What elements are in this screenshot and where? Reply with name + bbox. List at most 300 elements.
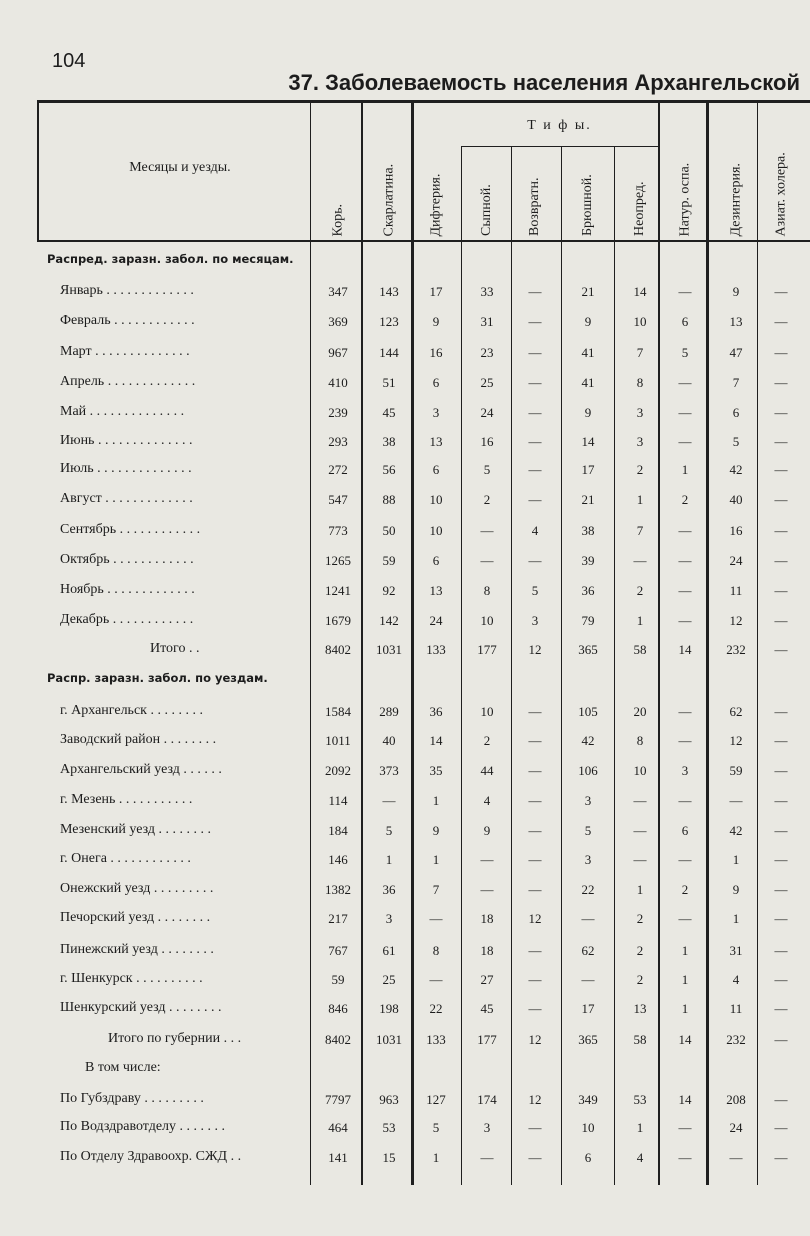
table-cell: — (528, 345, 542, 360)
table-cell: 1 (432, 793, 440, 808)
uezd-row-label: г. Мезень . . . . . . . . . . . (60, 792, 193, 807)
table-cell: — (633, 553, 647, 568)
table-cell: — (678, 852, 692, 867)
col-header-typhus-sypnoi: Сыпной. (479, 184, 494, 236)
table-cell: 10 (429, 523, 443, 538)
table-cell: 14 (678, 1032, 692, 1047)
table-cell: 9 (584, 405, 592, 420)
table-cell: 2 (681, 882, 689, 897)
table-cell: 846 (328, 1001, 348, 1016)
total-gubernia-label: Итого по губернии . . . (108, 1031, 242, 1046)
table-cell: 1584 (325, 704, 351, 719)
table-cell: — (678, 704, 692, 719)
table-cell: 1 (636, 1120, 644, 1135)
table-cell: — (528, 972, 542, 987)
table-cell: — (581, 972, 595, 987)
table-cell: 9 (432, 823, 440, 838)
table-cell: 15 (382, 1150, 396, 1165)
table-cell: 3 (584, 793, 592, 808)
table-cell: — (774, 553, 788, 568)
table-cell: 7 (636, 523, 644, 538)
month-row-label: Декабрь . . . . . . . . . . . . (60, 612, 194, 627)
including-heading: В том числе: (85, 1060, 161, 1075)
table-cell: — (774, 613, 788, 628)
table-cell: — (774, 523, 788, 538)
table-cell: 9 (483, 823, 491, 838)
table-cell: 6 (432, 462, 440, 477)
table-cell: 12 (729, 733, 743, 748)
table-cell: 42 (729, 462, 743, 477)
section-heading-months: Распред. заразн. забол. по месяцам. (47, 252, 294, 266)
table-cell: 8 (636, 733, 644, 748)
table-cell: — (774, 793, 788, 808)
table-cell: — (678, 284, 692, 299)
table-cell: — (528, 462, 542, 477)
table-cell: — (528, 763, 542, 778)
uezd-row-label: г. Шенкурск . . . . . . . . . . (60, 971, 203, 986)
table-cell: 59 (331, 972, 345, 987)
table-cell: — (678, 613, 692, 628)
table-cell: 51 (382, 375, 396, 390)
table-cell: 17 (581, 462, 595, 477)
col-header-scarlatina: Скарлатина. (381, 163, 396, 236)
table-cell: 1382 (325, 882, 351, 897)
table-cell: 9 (732, 882, 740, 897)
table-cell: 184 (328, 823, 348, 838)
table-cell: — (774, 911, 788, 926)
table-cell: 24 (429, 613, 443, 628)
table-cell: 12 (528, 1092, 542, 1107)
table-cell: — (528, 434, 542, 449)
table-cell: — (382, 793, 396, 808)
uezd-row-label: Заводский район . . . . . . . . (60, 732, 217, 747)
month-row-label: Февраль . . . . . . . . . . . . (60, 313, 195, 328)
table-cell: 13 (429, 583, 443, 598)
table-cell: 50 (382, 523, 396, 538)
table-cell: 1 (432, 1150, 440, 1165)
table-cell: — (774, 1001, 788, 1016)
table-cell: 6 (432, 553, 440, 568)
total-months-label: Итого . . (150, 641, 200, 656)
table-cell: — (678, 553, 692, 568)
table-cell: 8402 (325, 1032, 351, 1047)
table-cell: 13 (633, 1001, 647, 1016)
table-cell: — (678, 405, 692, 420)
table-cell: 16 (480, 434, 494, 449)
table-cell: 18 (480, 943, 494, 958)
table-cell: 13 (429, 434, 443, 449)
table-cell: 10 (633, 763, 647, 778)
table-cell: 289 (379, 704, 399, 719)
table-cell: 31 (729, 943, 743, 958)
uezd-row-label: Шенкурский уезд . . . . . . . . (60, 1000, 222, 1015)
table-cell: 177 (477, 642, 497, 657)
table-cell: 9 (732, 284, 740, 299)
table-cell: 1265 (325, 553, 351, 568)
table-cell: 5 (483, 462, 491, 477)
table-cell: 967 (328, 345, 348, 360)
table-cell: 3 (531, 613, 539, 628)
table-cell: 4 (531, 523, 539, 538)
table-cell: 42 (581, 733, 595, 748)
table-cell: — (774, 284, 788, 299)
table-cell: 3 (636, 405, 644, 420)
table-cell: 17 (581, 1001, 595, 1016)
table-cell: — (774, 1032, 788, 1047)
table-cell: 40 (729, 492, 743, 507)
table-cell: — (678, 1120, 692, 1135)
table-cell: 4 (636, 1150, 644, 1165)
table-cell: 22 (429, 1001, 443, 1016)
table-cell: 6 (681, 314, 689, 329)
table-cell: 62 (581, 943, 595, 958)
table-cell: 114 (328, 793, 348, 808)
including-row-label: По Отделу Здравоохр. СЖД . . (60, 1149, 242, 1164)
table-cell: 38 (382, 434, 396, 449)
table-cell: 40 (382, 733, 396, 748)
table-cell: — (528, 1150, 542, 1165)
table-cell: 2 (681, 492, 689, 507)
typhus-group-header: Т и ф ы. (527, 118, 592, 133)
typhus-rule (461, 146, 658, 147)
table-cell: 547 (328, 492, 348, 507)
table-cell: 44 (480, 763, 494, 778)
table-cell: 27 (480, 972, 494, 987)
table-cell: 10 (480, 704, 494, 719)
table-cell: 10 (581, 1120, 595, 1135)
table-cell: — (633, 823, 647, 838)
table-cell: — (528, 1120, 542, 1135)
table-cell: 2 (636, 583, 644, 598)
column-rule (461, 146, 462, 1185)
table-cell: 2 (636, 462, 644, 477)
uezd-row-label: г. Архангельск . . . . . . . . (60, 703, 203, 718)
left-rule (37, 100, 39, 240)
table-cell: 9 (432, 314, 440, 329)
table-cell: 1011 (325, 733, 351, 748)
table-cell: 143 (379, 284, 399, 299)
table-cell: 4 (732, 972, 740, 987)
table-cell: — (774, 1120, 788, 1135)
table-cell: 4 (483, 793, 491, 808)
col-header-cholera: Азиат. холера. (773, 151, 788, 236)
table-cell: 53 (382, 1120, 396, 1135)
table-cell: 8 (483, 583, 491, 598)
month-row-label: Апрель . . . . . . . . . . . . . (60, 374, 196, 389)
table-cell: 36 (382, 882, 396, 897)
table-cell: 5 (385, 823, 393, 838)
table-cell: — (528, 284, 542, 299)
table-cell: 208 (726, 1092, 746, 1107)
table-cell: 58 (633, 1032, 647, 1047)
table-cell: 1 (681, 462, 689, 477)
table-cell: — (678, 911, 692, 926)
table-cell: 11 (729, 1001, 743, 1016)
table-cell: 963 (379, 1092, 399, 1107)
table-cell: — (774, 434, 788, 449)
table-cell: 2092 (325, 763, 351, 778)
table-cell: 36 (429, 704, 443, 719)
table-cell: — (528, 852, 542, 867)
table-cell: 8 (432, 943, 440, 958)
table-cell: 12 (729, 613, 743, 628)
table-cell: 8402 (325, 642, 351, 657)
table-cell: 14 (429, 733, 443, 748)
col-header-typhus-undefined: Неопред. (632, 181, 647, 236)
table-cell: 5 (584, 823, 592, 838)
table-cell: — (774, 462, 788, 477)
table-cell: 10 (633, 314, 647, 329)
table-cell: 1 (385, 852, 393, 867)
table-cell: — (774, 763, 788, 778)
table-cell: — (528, 704, 542, 719)
table-cell: 7 (732, 375, 740, 390)
table-cell: 56 (382, 462, 396, 477)
table-cell: 16 (729, 523, 743, 538)
col-header-dysentery: Дезинтерия. (728, 162, 743, 236)
month-row-label: Ноябрь . . . . . . . . . . . . . (60, 582, 195, 597)
table-cell: 146 (328, 852, 348, 867)
column-rule (614, 146, 615, 1185)
uezd-row-label: Пинежский уезд . . . . . . . . (60, 942, 214, 957)
uezd-row-label: Онежский уезд . . . . . . . . . (60, 881, 214, 896)
table-cell: 10 (429, 492, 443, 507)
table-cell: 7 (636, 345, 644, 360)
table-cell: 2 (636, 911, 644, 926)
table-cell: — (774, 882, 788, 897)
top-rule (37, 100, 810, 103)
table-cell: 21 (581, 492, 595, 507)
table-cell: 2 (636, 972, 644, 987)
table-cell: 5 (681, 345, 689, 360)
table-cell: 22 (581, 882, 595, 897)
table-cell: 141 (328, 1150, 348, 1165)
table-cell: 198 (379, 1001, 399, 1016)
table-cell: — (633, 793, 647, 808)
table-cell: — (528, 733, 542, 748)
table-cell: 5 (732, 434, 740, 449)
table-cell: 347 (328, 284, 348, 299)
table-cell: 464 (328, 1120, 348, 1135)
table-cell: 41 (581, 375, 595, 390)
table-cell: 349 (578, 1092, 598, 1107)
table-cell: 5 (432, 1120, 440, 1135)
table-cell: 12 (528, 642, 542, 657)
table-cell: 1241 (325, 583, 351, 598)
table-cell: 6 (681, 823, 689, 838)
table-cell: — (480, 553, 494, 568)
table-cell: 293 (328, 434, 348, 449)
table-cell: 7797 (325, 1092, 351, 1107)
month-row-label: Июнь . . . . . . . . . . . . . . (60, 433, 193, 448)
table-cell: 13 (729, 314, 743, 329)
table-cell: — (480, 1150, 494, 1165)
table-cell: 62 (729, 704, 743, 719)
table-cell: 21 (581, 284, 595, 299)
table-cell: 174 (477, 1092, 497, 1107)
table-cell: — (774, 733, 788, 748)
table-cell: 105 (578, 704, 598, 719)
table-cell: 9 (584, 314, 592, 329)
table-cell: 1 (732, 911, 740, 926)
table-cell: 92 (382, 583, 396, 598)
table-cell: — (480, 882, 494, 897)
table-cell: 365 (578, 642, 598, 657)
uezd-row-label: Печорский уезд . . . . . . . . (60, 910, 211, 925)
table-cell: — (774, 704, 788, 719)
page-number: 104 (52, 50, 86, 72)
table-cell: — (774, 1092, 788, 1107)
table-cell: 3 (584, 852, 592, 867)
header-bottom-rule (37, 240, 810, 242)
table-cell: 1 (636, 613, 644, 628)
table-cell: 33 (480, 284, 494, 299)
table-cell: 2 (636, 943, 644, 958)
table-cell: 2 (483, 733, 491, 748)
table-cell: — (678, 1150, 692, 1165)
table-cell: 1031 (376, 642, 402, 657)
table-cell: 39 (581, 553, 595, 568)
month-row-label: Октябрь . . . . . . . . . . . . (60, 552, 194, 567)
table-cell: — (774, 375, 788, 390)
table-cell: 144 (379, 345, 399, 360)
month-row-label: Август . . . . . . . . . . . . . (60, 491, 193, 506)
page-title: 37. Заболеваемость населения Архангельской (288, 70, 800, 95)
table-cell: 14 (581, 434, 595, 449)
uezd-row-label: Архангельский уезд . . . . . . (60, 762, 222, 777)
table-cell: 45 (382, 405, 396, 420)
table-cell: 36 (581, 583, 595, 598)
table-cell: — (528, 882, 542, 897)
table-cell: — (429, 972, 443, 987)
table-cell: 24 (729, 1120, 743, 1135)
col-header-measles: Корь. (330, 203, 345, 236)
table-cell: 6 (432, 375, 440, 390)
table-cell: 11 (729, 583, 743, 598)
table-cell: 24 (480, 405, 494, 420)
col-header-diphtheria: Дифтерия. (428, 173, 443, 236)
table-cell: 1 (732, 852, 740, 867)
table-cell: 3 (385, 911, 393, 926)
month-row-label: Март . . . . . . . . . . . . . . (60, 344, 190, 359)
column-rule (511, 146, 512, 1185)
table-cell: 14 (633, 284, 647, 299)
col-header-typhus-relapsing: Возвратн. (527, 177, 542, 236)
table-cell: 10 (480, 613, 494, 628)
uezd-row-label: Мезенский уезд . . . . . . . . (60, 822, 211, 837)
month-row-label: Январь . . . . . . . . . . . . . (60, 283, 194, 298)
table-cell: 127 (426, 1092, 446, 1107)
table-cell: 25 (480, 375, 494, 390)
table-cell: — (678, 375, 692, 390)
table-cell: — (774, 943, 788, 958)
table-cell: 1 (636, 492, 644, 507)
table-cell: 58 (633, 642, 647, 657)
table-cell: — (678, 583, 692, 598)
table-cell: 1 (681, 972, 689, 987)
table-cell: — (774, 1150, 788, 1165)
table-cell: 106 (578, 763, 598, 778)
table-cell: 365 (578, 1032, 598, 1047)
table-cell: 1 (432, 852, 440, 867)
table-cell: — (528, 492, 542, 507)
table-cell: 45 (480, 1001, 494, 1016)
table-cell: — (528, 1001, 542, 1016)
table-cell: 239 (328, 405, 348, 420)
table-cell: 88 (382, 492, 396, 507)
table-cell: 14 (678, 642, 692, 657)
table-cell: 177 (477, 1032, 497, 1047)
table-cell: 24 (729, 553, 743, 568)
table-cell: — (729, 1150, 743, 1165)
table-cell: 1031 (376, 1032, 402, 1047)
table-cell: 232 (726, 1032, 746, 1047)
table-cell: 8 (636, 375, 644, 390)
table-cell: — (678, 434, 692, 449)
table-cell: 773 (328, 523, 348, 538)
table-cell: — (678, 523, 692, 538)
table-cell: 53 (633, 1092, 647, 1107)
table-cell: 59 (382, 553, 396, 568)
table-cell: 133 (426, 642, 446, 657)
including-row-label: По Губздраву . . . . . . . . . (60, 1091, 204, 1106)
table-cell: — (774, 405, 788, 420)
table-cell: — (774, 823, 788, 838)
table-cell: — (528, 375, 542, 390)
table-cell: — (678, 733, 692, 748)
table-cell: — (774, 314, 788, 329)
table-cell: — (729, 793, 743, 808)
table-cell: — (528, 405, 542, 420)
table-cell: 373 (379, 763, 399, 778)
col-header-smallpox: Натур. оспа. (677, 162, 692, 236)
table-cell: — (528, 553, 542, 568)
table-cell: 272 (328, 462, 348, 477)
table-cell: — (633, 852, 647, 867)
table-cell: — (528, 943, 542, 958)
including-row-label: По Водздравотделу . . . . . . . (60, 1119, 226, 1134)
table-cell: 17 (429, 284, 443, 299)
table-cell: 217 (328, 911, 348, 926)
table-cell: 42 (729, 823, 743, 838)
table-cell: — (480, 852, 494, 867)
table-cell: 12 (528, 1032, 542, 1047)
table-cell: 1679 (325, 613, 351, 628)
table-cell: 1 (681, 943, 689, 958)
section-heading-uezds: Распр. заразн. забол. по уездам. (47, 671, 268, 685)
column-rule (561, 146, 562, 1185)
table-cell: 3 (432, 405, 440, 420)
table-cell: — (528, 314, 542, 329)
table-cell: — (774, 345, 788, 360)
table-cell: 41 (581, 345, 595, 360)
table-cell: 767 (328, 943, 348, 958)
table-cell: 3 (636, 434, 644, 449)
table-cell: 79 (581, 613, 595, 628)
table-cell: 142 (379, 613, 399, 628)
table-cell: — (774, 492, 788, 507)
table-cell: 35 (429, 763, 443, 778)
table-cell: 123 (379, 314, 399, 329)
table-cell: 410 (328, 375, 348, 390)
table-cell: — (774, 642, 788, 657)
table-cell: — (429, 911, 443, 926)
table-cell: 5 (531, 583, 539, 598)
table-cell: 1 (681, 1001, 689, 1016)
month-row-label: Сентябрь . . . . . . . . . . . . (60, 522, 201, 537)
table-cell: 18 (480, 911, 494, 926)
table-cell: 14 (678, 1092, 692, 1107)
